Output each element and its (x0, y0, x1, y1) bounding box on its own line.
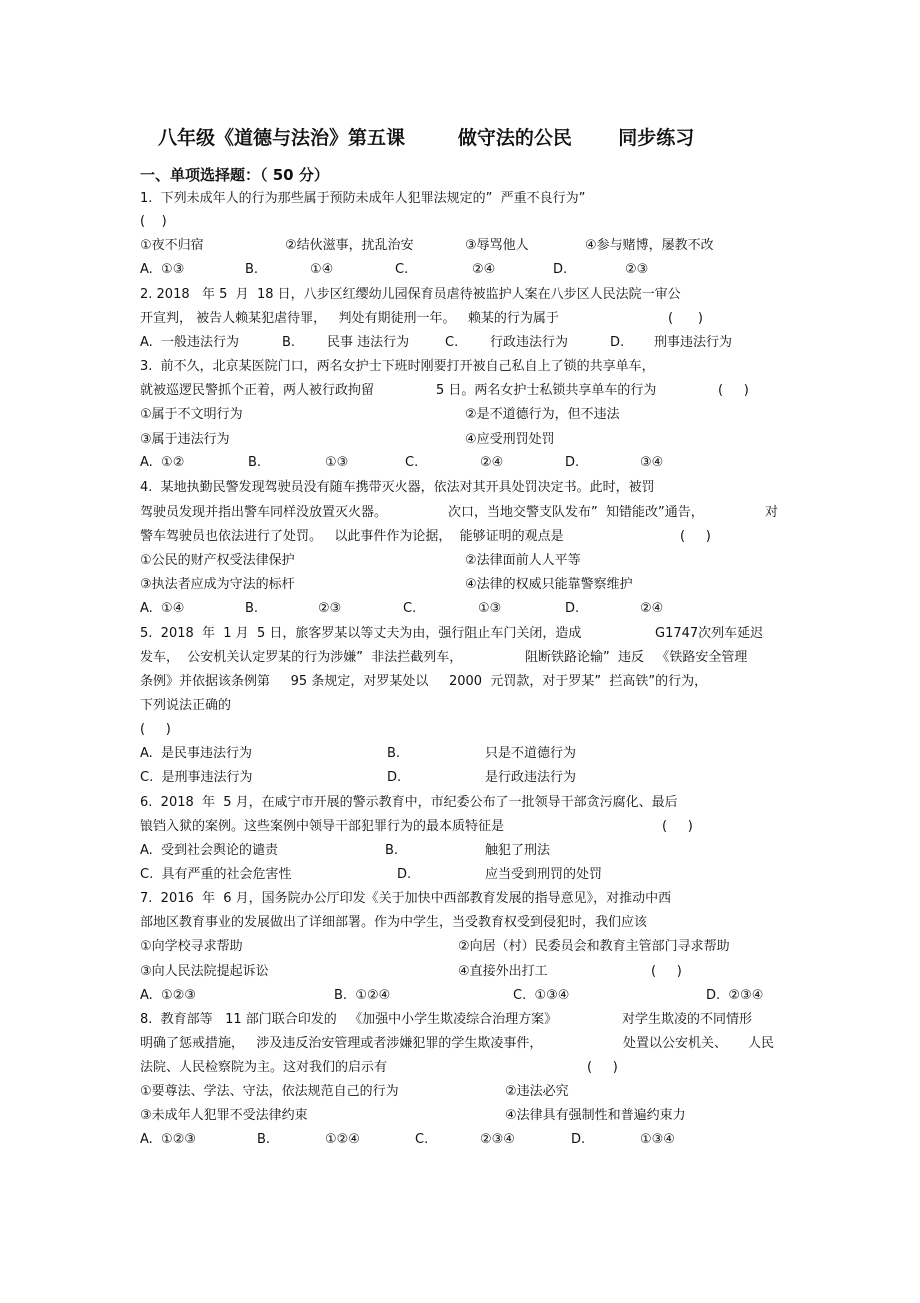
q8-option-a: A. ①②③ (140, 1132, 197, 1147)
q6-answer-blank: ( ) (662, 819, 693, 834)
q4-answer-blank: ( ) (680, 529, 711, 544)
q5-stem-line4: 下列说法正确的 (140, 698, 232, 713)
q4-option-b-label: B. (245, 601, 259, 616)
q7-option-b: B. ①②④ (334, 988, 391, 1003)
q6-option-d-value: 应当受到刑罚的处罚 (485, 867, 603, 882)
q3-stem-line2a: 就被巡逻民警抓个正着，两人被行政拘留 (140, 383, 375, 398)
q4-stem-line2b: 次口，当地交警支队发布” 知错能改”通告， (448, 505, 704, 520)
q8-stem-line2b: 处置以公安机关、 (623, 1036, 728, 1051)
q5-option-b-label: B. (387, 746, 401, 761)
q4-option-c-label: C. (403, 601, 417, 616)
q8-option-d-value: ①③④ (640, 1132, 675, 1147)
q6-option-a: A. 受到社会舆论的谴责 (140, 843, 279, 858)
q8-stem-line1b: 对学生欺凌的不同情形 (622, 1012, 753, 1027)
q3-option-b-label: B. (248, 455, 262, 470)
q5-stem-line2b: 阻断铁路论输” 违反 《铁路安全管理 (525, 650, 748, 665)
q8-statement-2: ②违法必究 (505, 1084, 569, 1099)
q8-option-d-label: D. (571, 1132, 586, 1147)
q4-statement-1: ①公民的财产权受法律保护 (140, 553, 295, 568)
q3-answer-blank: ( ) (718, 383, 749, 398)
q6-option-c: C. 具有严重的社会危害性 (140, 867, 292, 882)
q4-option-a: A. ①④ (140, 601, 185, 616)
q7-statement-2: ②向居（村）民委员会和教育主管部门寻求帮助 (458, 939, 730, 954)
q4-stem-line2c: 对 (765, 505, 779, 520)
q8-stem-line2c: 人民 (748, 1036, 775, 1051)
q6-option-b-label: B. (385, 843, 399, 858)
q1-option-b-label: B. (245, 262, 259, 277)
q1-stem-line1: 1. 下列未成年人的行为那些属于预防未成年人犯罪法规定的” 严重不良行为” (140, 191, 586, 206)
q3-option-b-value: ①③ (325, 455, 349, 470)
q6-option-b-value: 触犯了刑法 (485, 843, 551, 858)
q3-option-c-value: ②④ (480, 455, 504, 470)
q5-stem-line1b: G1747次列车延迟 (655, 626, 764, 641)
q4-option-d-value: ②④ (640, 601, 664, 616)
q8-option-b-label: B. (257, 1132, 271, 1147)
q3-statement-3: ③属于违法行为 (140, 432, 230, 447)
q5-stem-line2a: 发车， 公安机关认定罗某的行为涉嫌” 非法拦截列车， (140, 650, 463, 665)
q5-option-b-value: 只是不道德行为 (485, 746, 577, 761)
q1-statement-2: ②结伙滋事，扰乱治安 (285, 238, 414, 253)
q4-option-d-label: D. (565, 601, 580, 616)
q6-option-d-label: D. (397, 867, 412, 882)
q7-statement-3: ③向人民法院提起诉讼 (140, 964, 269, 979)
q3-stem-line1: 3. 前不久，北京某医院门口，两名女护士下班时刚要打开被自己私自上了锁的共享单车， (140, 359, 655, 374)
q1-option-c-value: ②④ (472, 262, 496, 277)
section-heading: 一、单项选择题：（ 50 分） (140, 166, 329, 184)
q7-stem-line1: 7. 2016 年 6 月，国务院办公厅印发《关于加快中西部教育发展的指导意见》，对推动中西 (140, 891, 672, 906)
q1-option-c-label: C. (395, 262, 409, 277)
q2-option-b-label: B. (282, 335, 296, 350)
q8-statement-1: ①要尊法、学法、守法，依法规范自己的行为 (140, 1084, 399, 1099)
q3-statement-2: ②是不道德行为，但不违法 (465, 407, 620, 422)
q6-stem-line1: 6. 2018 年 5 月，在咸宁市开展的警示教育中，市纪委公布了一批领导干部贪污腐化、最后 (140, 795, 678, 810)
q7-statement-4: ④直接外出打工 (458, 964, 548, 979)
q5-option-a: A. 是民事违法行为 (140, 746, 253, 761)
q3-option-a: A. ①② (140, 455, 185, 470)
q1-option-d-label: D. (553, 262, 568, 277)
q4-stem-line2a: 驾驶员发现并指出警车同样没放置灭火器。 (140, 505, 388, 520)
q3-statement-1: ①属于不文明行为 (140, 407, 243, 422)
q8-stem-line1a: 8. 教育部等 11 部门联合印发的 《加强中小学生欺凌综合治理方案》 (140, 1012, 558, 1027)
page-title: 八年级《道德与法治》第五课 做守法的公民 同步练习 (158, 127, 695, 149)
q4-statement-4: ④法律的权威只能靠警察维护 (465, 577, 633, 592)
q1-answer-blank: ( ) (140, 214, 167, 229)
q8-stem-line3: 法院、人民检察院为主。这对我们的启示有 (140, 1060, 388, 1075)
q5-option-d-value: 是行政违法行为 (485, 770, 577, 785)
q8-option-c-value: ②③④ (480, 1132, 515, 1147)
q8-answer-blank: ( ) (587, 1060, 618, 1075)
q2-option-d-label: D. (610, 335, 625, 350)
q8-option-b-value: ①②④ (325, 1132, 360, 1147)
q2-stem-line2: 开宣判， 被告人赖某犯虐待罪， 判处有期徒刑一年。 赖某的行为属于 (140, 311, 559, 326)
q8-stem-line2a: 明确了惩戒措施， 涉及违反治安管理或者涉嫌犯罪的学生欺凌事件， (140, 1036, 543, 1051)
q7-answer-blank: ( ) (651, 964, 682, 979)
q4-statement-2: ②法律面前人人平等 (465, 553, 581, 568)
q1-statement-3: ③辱骂他人 (465, 238, 529, 253)
q2-option-d-value: 刑事违法行为 (654, 335, 733, 350)
q2-answer-blank: ( ) (668, 311, 703, 326)
q1-option-a: A. ①③ (140, 262, 185, 277)
q3-stem-line2b: 5 日。两名女护士私锁共享单车的行为 (436, 383, 657, 398)
q7-option-d: D. ②③④ (706, 988, 764, 1003)
q2-option-b-value: 民事 违法行为 (327, 335, 410, 350)
q5-option-d-label: D. (387, 770, 402, 785)
q2-option-c-value: 行政违法行为 (490, 335, 569, 350)
q1-option-d-value: ②③ (625, 262, 649, 277)
q3-option-c-label: C. (405, 455, 419, 470)
q3-option-d-label: D. (565, 455, 580, 470)
q3-option-d-value: ③④ (640, 455, 664, 470)
q5-answer-blank: ( ) (140, 722, 171, 737)
q8-option-c-label: C. (415, 1132, 429, 1147)
q7-option-a: A. ①②③ (140, 988, 197, 1003)
q8-statement-4: ④法律具有强制性和普遍约束力 (505, 1108, 686, 1123)
q1-option-b-value: ①④ (310, 262, 334, 277)
q4-stem-line1: 4. 某地执勤民警发现驾驶员没有随车携带灭火器，依法对其开具处罚决定书。此时，被罚 (140, 480, 655, 495)
q5-stem-line1a: 5. 2018 年 1 月 5 日，旅客罗某以等丈夫为由，强行阻止车门关闭，造成 (140, 626, 582, 641)
q7-statement-1: ①向学校寻求帮助 (140, 939, 243, 954)
q1-statement-1: ①夜不归宿 (140, 238, 204, 253)
q7-stem-line2: 部地区教育事业的发展做出了详细部署。作为中学生，当受教育权受到侵犯时，我们应该 (140, 915, 648, 930)
q3-statement-4: ④应受刑罚处罚 (465, 432, 555, 447)
q7-option-c: C. ①③④ (513, 988, 570, 1003)
q4-stem-line3: 警车驾驶员也依法进行了处罚。 以此事件作为论据， 能够证明的观点是 (140, 529, 564, 544)
q2-option-a: A. 一般违法行为 (140, 335, 240, 350)
q6-stem-line2: 锒铛入狱的案例。这些案例中领导干部犯罪行为的最本质特征是 (140, 819, 505, 834)
q4-option-b-value: ②③ (318, 601, 342, 616)
q5-option-c: C. 是刑事违法行为 (140, 770, 253, 785)
q5-stem-line3: 条例》并依据该条例第 95 条规定，对罗某处以 2000 元罚款，对于罗某” 拦高铁”的行为， (140, 674, 708, 689)
q8-statement-3: ③未成年人犯罪不受法律约束 (140, 1108, 308, 1123)
q1-statement-4: ④参与赌博，屡教不改 (585, 238, 714, 253)
q4-option-c-value: ①③ (478, 601, 502, 616)
q2-stem-line1: 2. 2018 年 5 月 18 日，八步区红缨幼儿园保育员虐待被监护人案在八步区人民法院一审公 (140, 287, 681, 302)
q4-statement-3: ③执法者应成为守法的标杆 (140, 577, 295, 592)
q2-option-c-label: C. (445, 335, 459, 350)
